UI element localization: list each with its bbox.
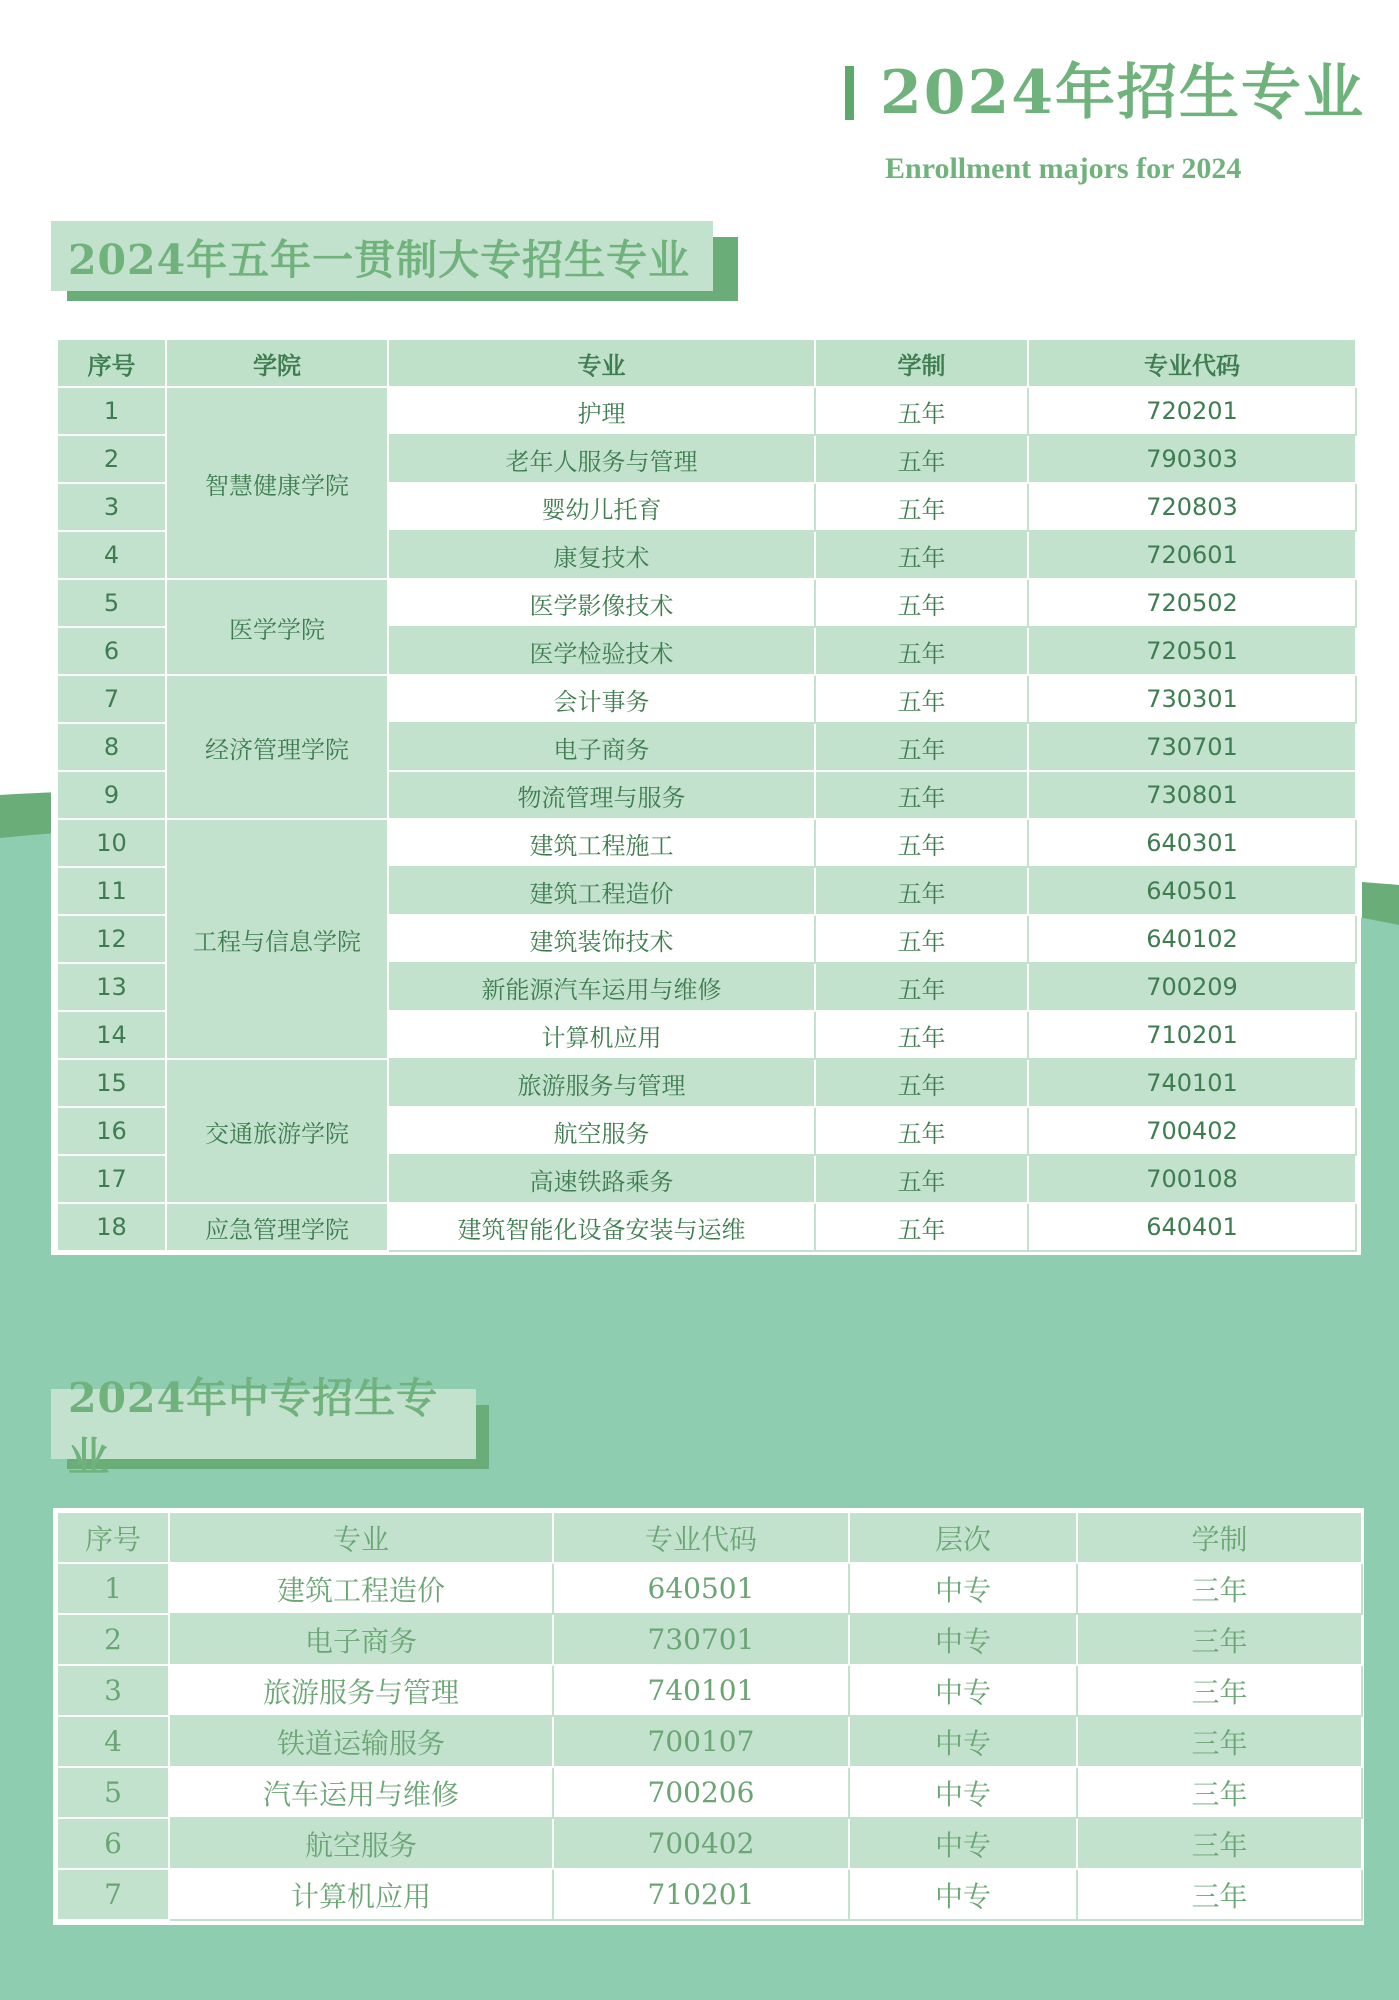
level-cell: 中专 bbox=[849, 1869, 1077, 1920]
title-accent-bar bbox=[845, 66, 854, 120]
code-cell: 700107 bbox=[553, 1716, 849, 1767]
code-cell: 720502 bbox=[1028, 579, 1356, 627]
college-cell: 医学学院 bbox=[166, 579, 388, 675]
level-cell: 中专 bbox=[849, 1716, 1077, 1767]
duration-cell: 五年 bbox=[815, 1059, 1028, 1107]
table-row bbox=[57, 387, 1356, 435]
page-title-text: 2024年招生专业 bbox=[880, 58, 1365, 128]
major-cell: 老年人服务与管理 bbox=[388, 435, 815, 483]
major-cell: 高速铁路乘务 bbox=[388, 1155, 815, 1203]
major-cell: 建筑工程施工 bbox=[388, 819, 815, 867]
table-row bbox=[57, 1869, 1362, 1920]
code-cell: 730701 bbox=[1028, 723, 1356, 771]
table-row bbox=[57, 1767, 1362, 1818]
table-row bbox=[57, 1614, 1362, 1665]
duration-cell: 三年 bbox=[1077, 1869, 1362, 1920]
level-cell: 中专 bbox=[849, 1767, 1077, 1818]
header-cell: 专业 bbox=[169, 1512, 553, 1563]
code-cell: 640501 bbox=[553, 1563, 849, 1614]
section2-title: 2024年中专招生专业 bbox=[51, 1389, 476, 1459]
table-row bbox=[57, 1059, 1356, 1107]
major-cell: 建筑工程造价 bbox=[388, 867, 815, 915]
table-row bbox=[57, 1203, 1356, 1251]
row-number-cell: 11 bbox=[57, 867, 166, 915]
section1-title: 2024年五年一贯制大专招生专业 bbox=[51, 221, 713, 291]
code-cell: 710201 bbox=[553, 1869, 849, 1920]
major-cell: 航空服务 bbox=[388, 1107, 815, 1155]
code-cell: 700209 bbox=[1028, 963, 1356, 1011]
table-row bbox=[57, 1563, 1362, 1614]
code-cell: 730701 bbox=[553, 1614, 849, 1665]
duration-cell: 三年 bbox=[1077, 1767, 1362, 1818]
row-number-cell: 12 bbox=[57, 915, 166, 963]
major-cell: 建筑工程造价 bbox=[169, 1563, 553, 1614]
major-cell: 会计事务 bbox=[388, 675, 815, 723]
table-row bbox=[57, 1716, 1362, 1767]
level-cell: 中专 bbox=[849, 1665, 1077, 1716]
row-number-cell: 16 bbox=[57, 1107, 166, 1155]
duration-cell: 五年 bbox=[815, 1011, 1028, 1059]
header-cell: 层次 bbox=[849, 1512, 1077, 1563]
table-row bbox=[57, 579, 1356, 627]
row-number-cell: 17 bbox=[57, 1155, 166, 1203]
major-cell: 婴幼儿托育 bbox=[388, 483, 815, 531]
header-cell: 专业 bbox=[388, 339, 815, 387]
row-number-cell: 7 bbox=[57, 1869, 169, 1920]
header-cell: 序号 bbox=[57, 1512, 169, 1563]
five-year-majors-table bbox=[56, 338, 1357, 1252]
major-cell: 护理 bbox=[388, 387, 815, 435]
code-cell: 640501 bbox=[1028, 867, 1356, 915]
duration-cell: 五年 bbox=[815, 1107, 1028, 1155]
table-header-row bbox=[57, 1512, 1362, 1563]
major-cell: 康复技术 bbox=[388, 531, 815, 579]
college-cell: 经济管理学院 bbox=[166, 675, 388, 819]
row-number-cell: 4 bbox=[57, 531, 166, 579]
code-cell: 640102 bbox=[1028, 915, 1356, 963]
major-cell: 电子商务 bbox=[169, 1614, 553, 1665]
code-cell: 730801 bbox=[1028, 771, 1356, 819]
table-row bbox=[57, 675, 1356, 723]
code-cell: 720501 bbox=[1028, 627, 1356, 675]
duration-cell: 三年 bbox=[1077, 1818, 1362, 1869]
code-cell: 640301 bbox=[1028, 819, 1356, 867]
row-number-cell: 5 bbox=[57, 579, 166, 627]
page-subtitle: Enrollment majors for 2024 bbox=[885, 152, 1242, 185]
row-number-cell: 5 bbox=[57, 1767, 169, 1818]
college-cell: 智慧健康学院 bbox=[166, 387, 388, 579]
header-cell: 学制 bbox=[1077, 1512, 1362, 1563]
header-cell: 学制 bbox=[815, 339, 1028, 387]
header-cell: 学院 bbox=[166, 339, 388, 387]
code-cell: 700206 bbox=[553, 1767, 849, 1818]
code-cell: 700108 bbox=[1028, 1155, 1356, 1203]
duration-cell: 三年 bbox=[1077, 1716, 1362, 1767]
major-cell: 建筑装饰技术 bbox=[388, 915, 815, 963]
major-cell: 物流管理与服务 bbox=[388, 771, 815, 819]
major-cell: 新能源汽车运用与维修 bbox=[388, 963, 815, 1011]
row-number-cell: 4 bbox=[57, 1716, 169, 1767]
row-number-cell: 6 bbox=[57, 1818, 169, 1869]
row-number-cell: 3 bbox=[57, 1665, 169, 1716]
duration-cell: 三年 bbox=[1077, 1614, 1362, 1665]
major-cell: 建筑智能化设备安装与运维 bbox=[388, 1203, 815, 1251]
duration-cell: 五年 bbox=[815, 867, 1028, 915]
row-number-cell: 7 bbox=[57, 675, 166, 723]
code-cell: 700402 bbox=[553, 1818, 849, 1869]
page-title bbox=[845, 58, 1365, 128]
row-number-cell: 18 bbox=[57, 1203, 166, 1251]
duration-cell: 五年 bbox=[815, 387, 1028, 435]
table-row bbox=[57, 1665, 1362, 1716]
row-number-cell: 9 bbox=[57, 771, 166, 819]
major-cell: 医学影像技术 bbox=[388, 579, 815, 627]
duration-cell: 三年 bbox=[1077, 1665, 1362, 1716]
header-cell: 专业代码 bbox=[553, 1512, 849, 1563]
table-row bbox=[57, 819, 1356, 867]
code-cell: 720201 bbox=[1028, 387, 1356, 435]
college-cell: 应急管理学院 bbox=[166, 1203, 388, 1251]
row-number-cell: 2 bbox=[57, 435, 166, 483]
secondary-majors-table bbox=[56, 1511, 1363, 1921]
college-cell: 工程与信息学院 bbox=[166, 819, 388, 1059]
duration-cell: 五年 bbox=[815, 627, 1028, 675]
duration-cell: 五年 bbox=[815, 483, 1028, 531]
code-cell: 740101 bbox=[1028, 1059, 1356, 1107]
code-cell: 720803 bbox=[1028, 483, 1356, 531]
code-cell: 640401 bbox=[1028, 1203, 1356, 1251]
level-cell: 中专 bbox=[849, 1563, 1077, 1614]
code-cell: 730301 bbox=[1028, 675, 1356, 723]
row-number-cell: 10 bbox=[57, 819, 166, 867]
row-number-cell: 6 bbox=[57, 627, 166, 675]
row-number-cell: 1 bbox=[57, 1563, 169, 1614]
row-number-cell: 13 bbox=[57, 963, 166, 1011]
row-number-cell: 8 bbox=[57, 723, 166, 771]
row-number-cell: 15 bbox=[57, 1059, 166, 1107]
duration-cell: 五年 bbox=[815, 675, 1028, 723]
row-number-cell: 14 bbox=[57, 1011, 166, 1059]
code-cell: 710201 bbox=[1028, 1011, 1356, 1059]
major-cell: 旅游服务与管理 bbox=[388, 1059, 815, 1107]
duration-cell: 五年 bbox=[815, 915, 1028, 963]
level-cell: 中专 bbox=[849, 1818, 1077, 1869]
header-cell: 序号 bbox=[57, 339, 166, 387]
table-header-row bbox=[57, 339, 1356, 387]
major-cell: 旅游服务与管理 bbox=[169, 1665, 553, 1716]
table-row bbox=[57, 1818, 1362, 1869]
college-cell: 交通旅游学院 bbox=[166, 1059, 388, 1203]
row-number-cell: 1 bbox=[57, 387, 166, 435]
header-cell: 专业代码 bbox=[1028, 339, 1356, 387]
row-number-cell: 3 bbox=[57, 483, 166, 531]
major-cell: 电子商务 bbox=[388, 723, 815, 771]
major-cell: 医学检验技术 bbox=[388, 627, 815, 675]
duration-cell: 五年 bbox=[815, 1203, 1028, 1251]
row-number-cell: 2 bbox=[57, 1614, 169, 1665]
major-cell: 汽车运用与维修 bbox=[169, 1767, 553, 1818]
duration-cell: 五年 bbox=[815, 819, 1028, 867]
duration-cell: 五年 bbox=[815, 771, 1028, 819]
code-cell: 700402 bbox=[1028, 1107, 1356, 1155]
code-cell: 790303 bbox=[1028, 435, 1356, 483]
code-cell: 740101 bbox=[553, 1665, 849, 1716]
major-cell: 计算机应用 bbox=[169, 1869, 553, 1920]
duration-cell: 五年 bbox=[815, 435, 1028, 483]
major-cell: 铁道运输服务 bbox=[169, 1716, 553, 1767]
duration-cell: 五年 bbox=[815, 531, 1028, 579]
duration-cell: 五年 bbox=[815, 723, 1028, 771]
major-cell: 计算机应用 bbox=[388, 1011, 815, 1059]
level-cell: 中专 bbox=[849, 1614, 1077, 1665]
major-cell: 航空服务 bbox=[169, 1818, 553, 1869]
duration-cell: 三年 bbox=[1077, 1563, 1362, 1614]
code-cell: 720601 bbox=[1028, 531, 1356, 579]
duration-cell: 五年 bbox=[815, 579, 1028, 627]
duration-cell: 五年 bbox=[815, 963, 1028, 1011]
duration-cell: 五年 bbox=[815, 1155, 1028, 1203]
